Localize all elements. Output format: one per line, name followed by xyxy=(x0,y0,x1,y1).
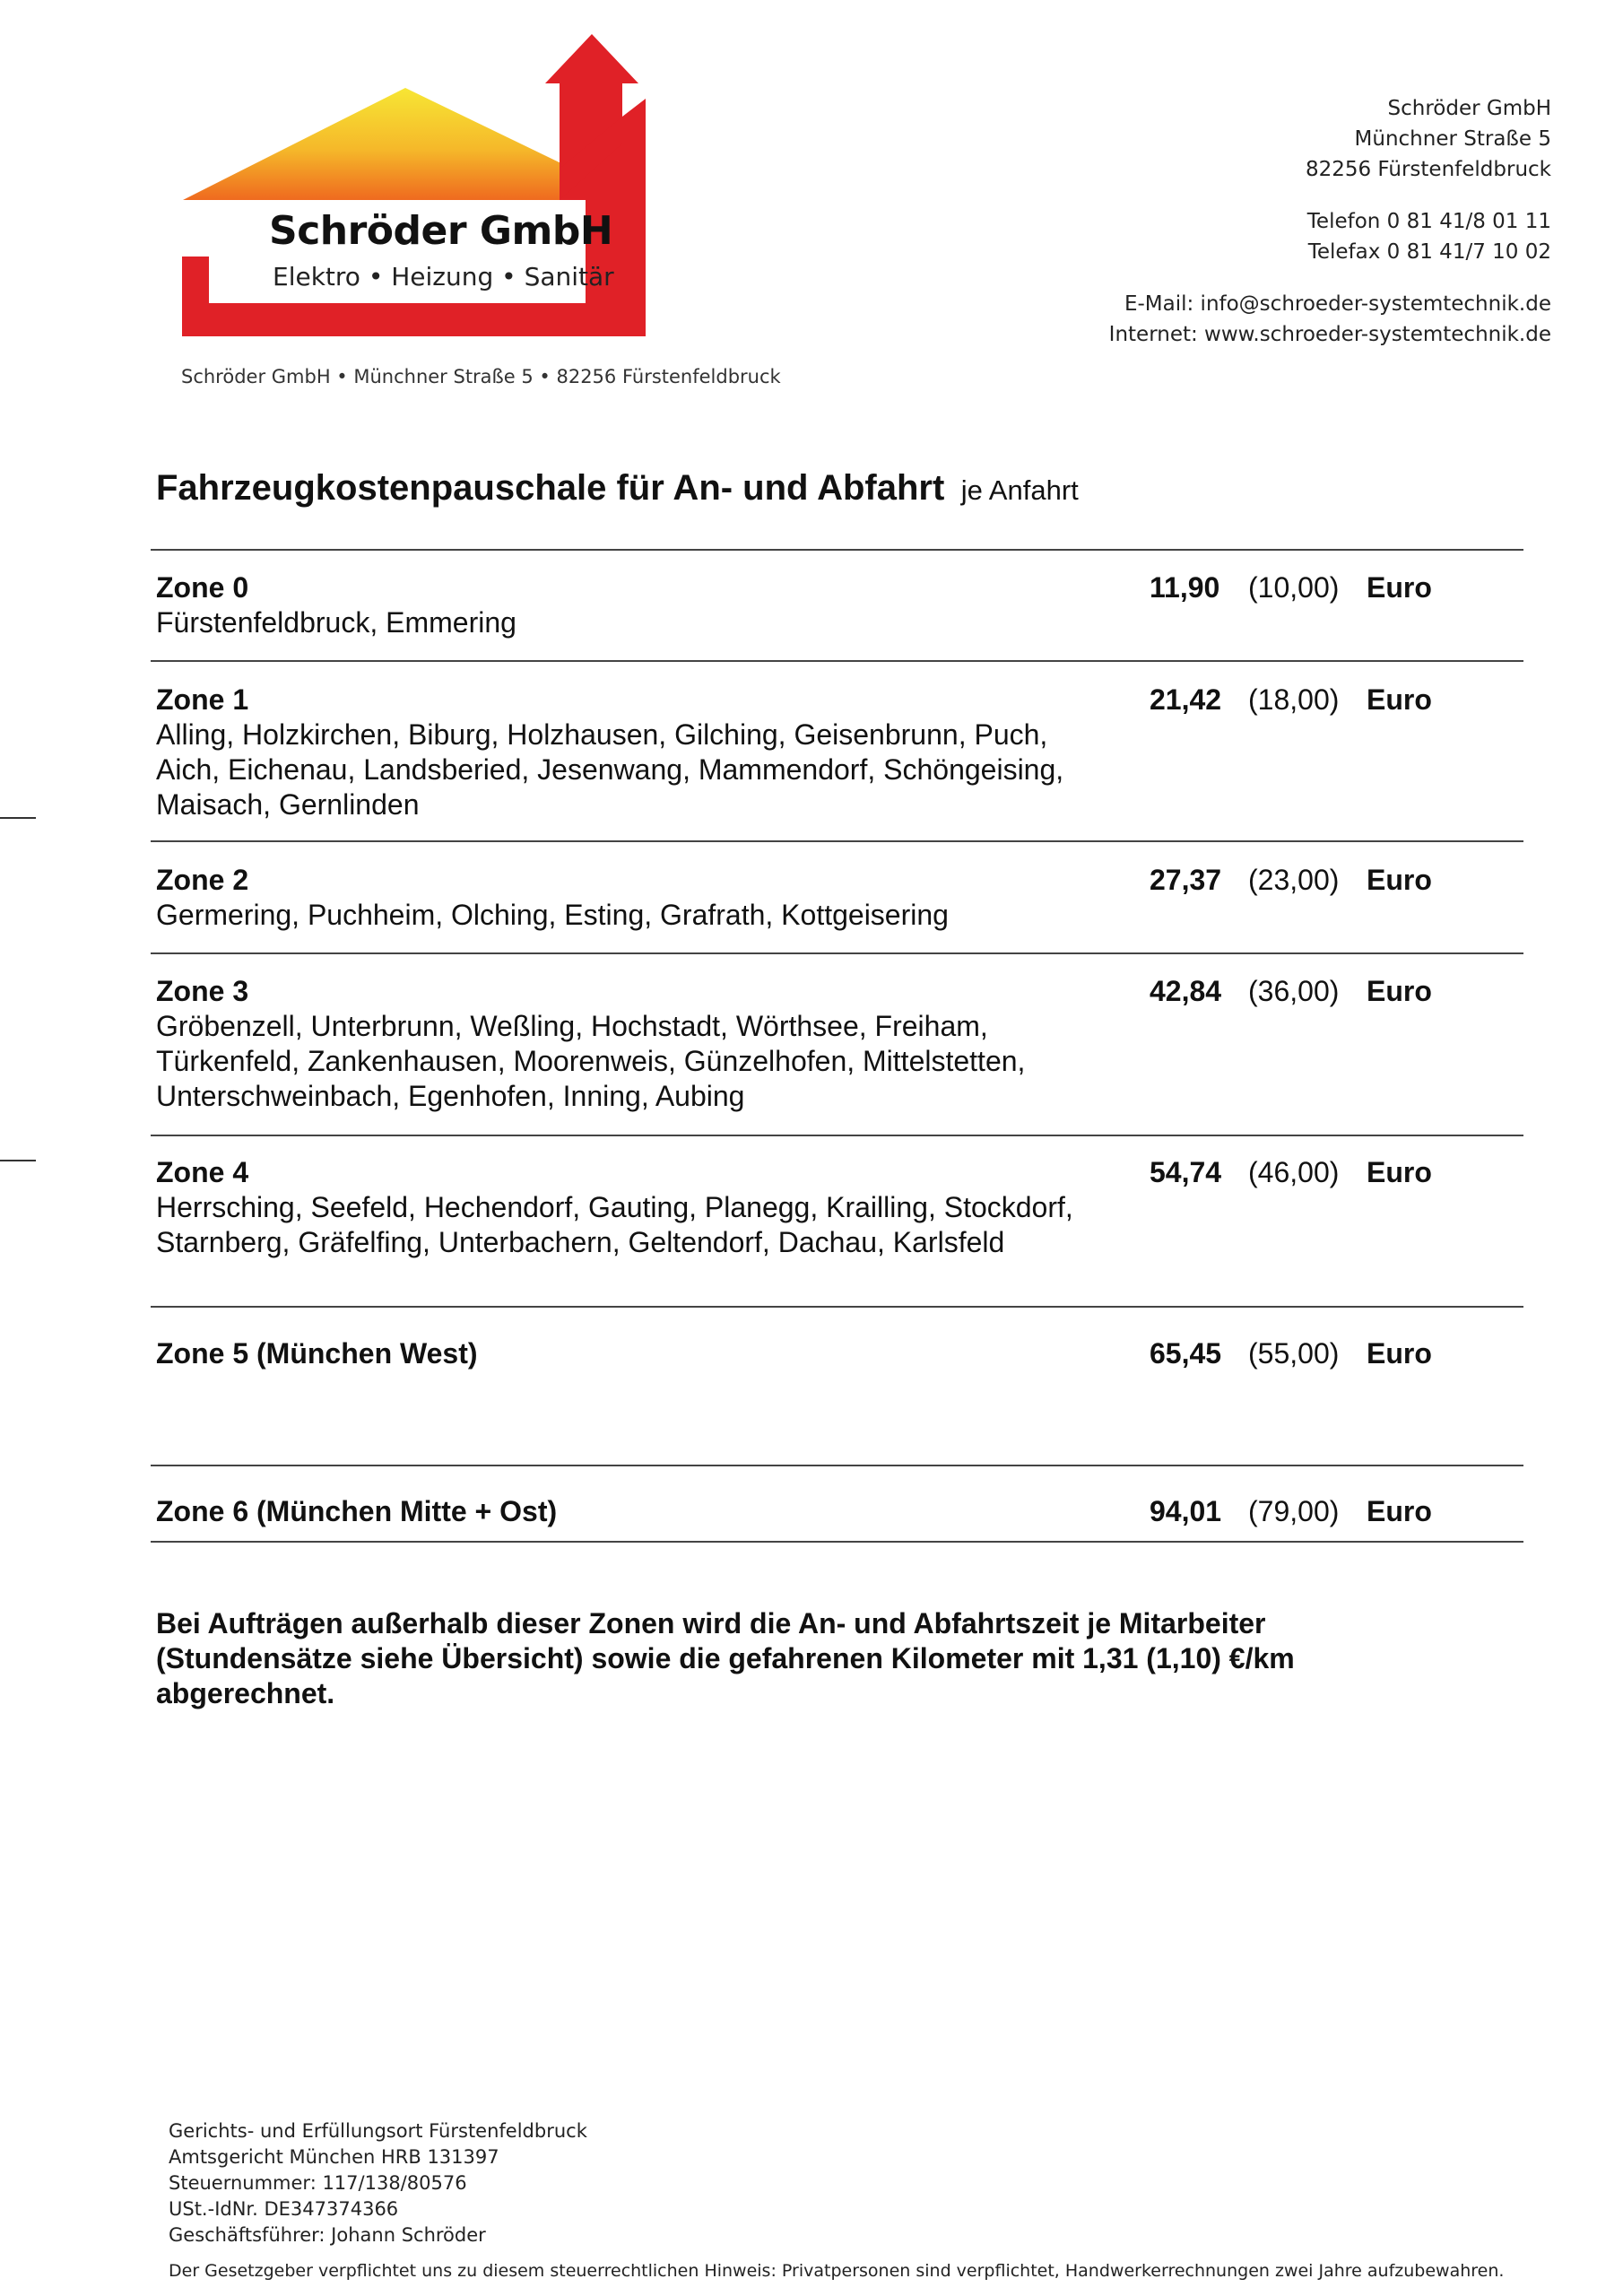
house-logo-icon xyxy=(179,34,690,348)
table-rule xyxy=(151,660,1523,662)
zone-row xyxy=(156,1336,1519,1371)
price-gross: 11,90 xyxy=(1150,571,1220,604)
zone-name: Zone 5 (München West) xyxy=(156,1337,478,1370)
zone-price xyxy=(1150,863,1432,898)
zone-row xyxy=(156,683,1519,822)
table-rule xyxy=(151,1465,1523,1466)
contact-fax: Telefax 0 81 41/7 10 02 xyxy=(1307,240,1551,264)
zone-name: Zone 0 xyxy=(156,571,249,604)
zone-places: Alling, Holzkirchen, Biburg, Holzhausen, Gilching, Geisenbrunn, Puch, Aich, Eichenau, Landsberied, Jesenwang, Mammendorf, Schöngeising, Maisach, Gernlinden xyxy=(156,718,1064,821)
table-rule xyxy=(151,1306,1523,1308)
price-currency: Euro xyxy=(1367,571,1432,604)
footer-line: Gerichts- und Erfüllungsort Fürstenfeldbruck xyxy=(169,2120,587,2142)
zone-places: Germering, Puchheim, Olching, Esting, Grafrath, Kottgeisering xyxy=(156,899,949,931)
zone-name: Zone 1 xyxy=(156,683,249,716)
table-rule xyxy=(151,1541,1523,1543)
table-rule xyxy=(151,549,1523,551)
title-main: Fahrzeugkostenpauschale für An- und Abfahrt xyxy=(156,468,945,508)
price-net: (18,00) xyxy=(1248,683,1340,716)
price-net: (46,00) xyxy=(1248,1156,1340,1188)
sender-address-line: Schröder GmbH • Münchner Straße 5 • 82256 Fürstenfeldbruck xyxy=(181,366,781,387)
table-rule xyxy=(151,952,1523,954)
contact-city: 82256 Fürstenfeldbruck xyxy=(1305,158,1551,181)
price-currency: Euro xyxy=(1367,1495,1432,1527)
margin-fold-mark xyxy=(0,817,36,819)
zone-price xyxy=(1150,1336,1432,1371)
zone-row xyxy=(156,863,1519,933)
price-currency: Euro xyxy=(1367,1156,1432,1188)
zone-name: Zone 3 xyxy=(156,975,249,1007)
zone-places: Gröbenzell, Unterbrunn, Weßling, Hochstadt, Wörthsee, Freiham, Türkenfeld, Zankenhausen, Moorenweis, Günzelhofen, Mittelstetten, Unterschweinbach, Egenhofen, Inning, Aubing xyxy=(156,1010,1026,1112)
zone-row xyxy=(156,570,1519,640)
zone-row xyxy=(156,1155,1519,1260)
price-gross: 27,37 xyxy=(1150,864,1222,896)
footer-line: Steuernummer: 117/138/80576 xyxy=(169,2172,467,2194)
contact-email[interactable]: E-Mail: info@schroeder-systemtechnik.de xyxy=(1124,292,1551,316)
zone-name: Zone 4 xyxy=(156,1156,249,1188)
zone-places: Herrsching, Seefeld, Hechendorf, Gauting, Planegg, Krailling, Stockdorf, Starnberg, Gräfelfing, Unterbachern, Geltendorf, Dachau, Karlsfeld xyxy=(156,1191,1073,1258)
price-currency: Euro xyxy=(1367,1337,1432,1370)
table-rule xyxy=(151,840,1523,842)
zone-price xyxy=(1150,570,1432,605)
zone-price xyxy=(1150,974,1432,1009)
footer-line: Geschäftsführer: Johann Schröder xyxy=(169,2224,486,2246)
price-currency: Euro xyxy=(1367,864,1432,896)
zone-places: Fürstenfeldbruck, Emmering xyxy=(156,606,516,639)
price-net: (23,00) xyxy=(1248,864,1340,896)
footer-company-info xyxy=(169,2118,587,2248)
logo-tagline: Elektro • Heizung • Sanitär xyxy=(273,262,614,291)
footer-line: USt.-IdNr. DE347374366 xyxy=(169,2198,399,2220)
zone-price xyxy=(1150,1155,1432,1190)
contact-website[interactable]: Internet: www.schroeder-systemtechnik.de xyxy=(1108,323,1551,346)
page-title xyxy=(156,468,1079,509)
contact-phone: Telefon 0 81 41/8 01 11 xyxy=(1306,210,1551,233)
table-rule xyxy=(151,1135,1523,1136)
price-gross: 21,42 xyxy=(1150,683,1222,716)
price-currency: Euro xyxy=(1367,975,1432,1007)
price-net: (10,00) xyxy=(1248,571,1340,604)
price-net: (36,00) xyxy=(1248,975,1340,1007)
price-gross: 42,84 xyxy=(1150,975,1222,1007)
price-gross: 94,01 xyxy=(1150,1495,1222,1527)
title-sub: je Anfahrt xyxy=(960,474,1079,506)
outside-zones-note: Bei Aufträgen außerhalb dieser Zonen wird die An- und Abfahrtszeit je Mitarbeiter (Stundensätze siehe Übersicht) sowie die gefahrenen Kilometer mit 1,31 (1,10) €/km abgerechnet. xyxy=(156,1607,1295,1709)
contact-block xyxy=(1109,93,1551,350)
footer-line: Amtsgericht München HRB 131397 xyxy=(169,2146,499,2168)
margin-fold-mark xyxy=(0,1160,36,1161)
legal-notice: Der Gesetzgeber verpflichtet uns zu diesem steuerrechtlichen Hinweis: Privatpersonen sind verpflichtet, Handwerkerrechnungen zwei Jahre aufzubewahren. xyxy=(169,2261,1505,2281)
zone-price xyxy=(1150,1494,1432,1529)
logo-company-name: Schröder GmbH xyxy=(269,208,613,254)
price-net: (79,00) xyxy=(1248,1495,1340,1527)
price-net: (55,00) xyxy=(1248,1337,1340,1370)
contact-company: Schröder GmbH xyxy=(1387,97,1551,120)
contact-street: Münchner Straße 5 xyxy=(1354,127,1551,151)
price-gross: 54,74 xyxy=(1150,1156,1222,1188)
zone-price xyxy=(1150,683,1432,718)
price-gross: 65,45 xyxy=(1150,1337,1222,1370)
zone-name: Zone 2 xyxy=(156,864,249,896)
zone-row xyxy=(156,1494,1519,1529)
price-currency: Euro xyxy=(1367,683,1432,716)
zone-row xyxy=(156,974,1519,1114)
zone-name: Zone 6 (München Mitte + Ost) xyxy=(156,1495,558,1527)
